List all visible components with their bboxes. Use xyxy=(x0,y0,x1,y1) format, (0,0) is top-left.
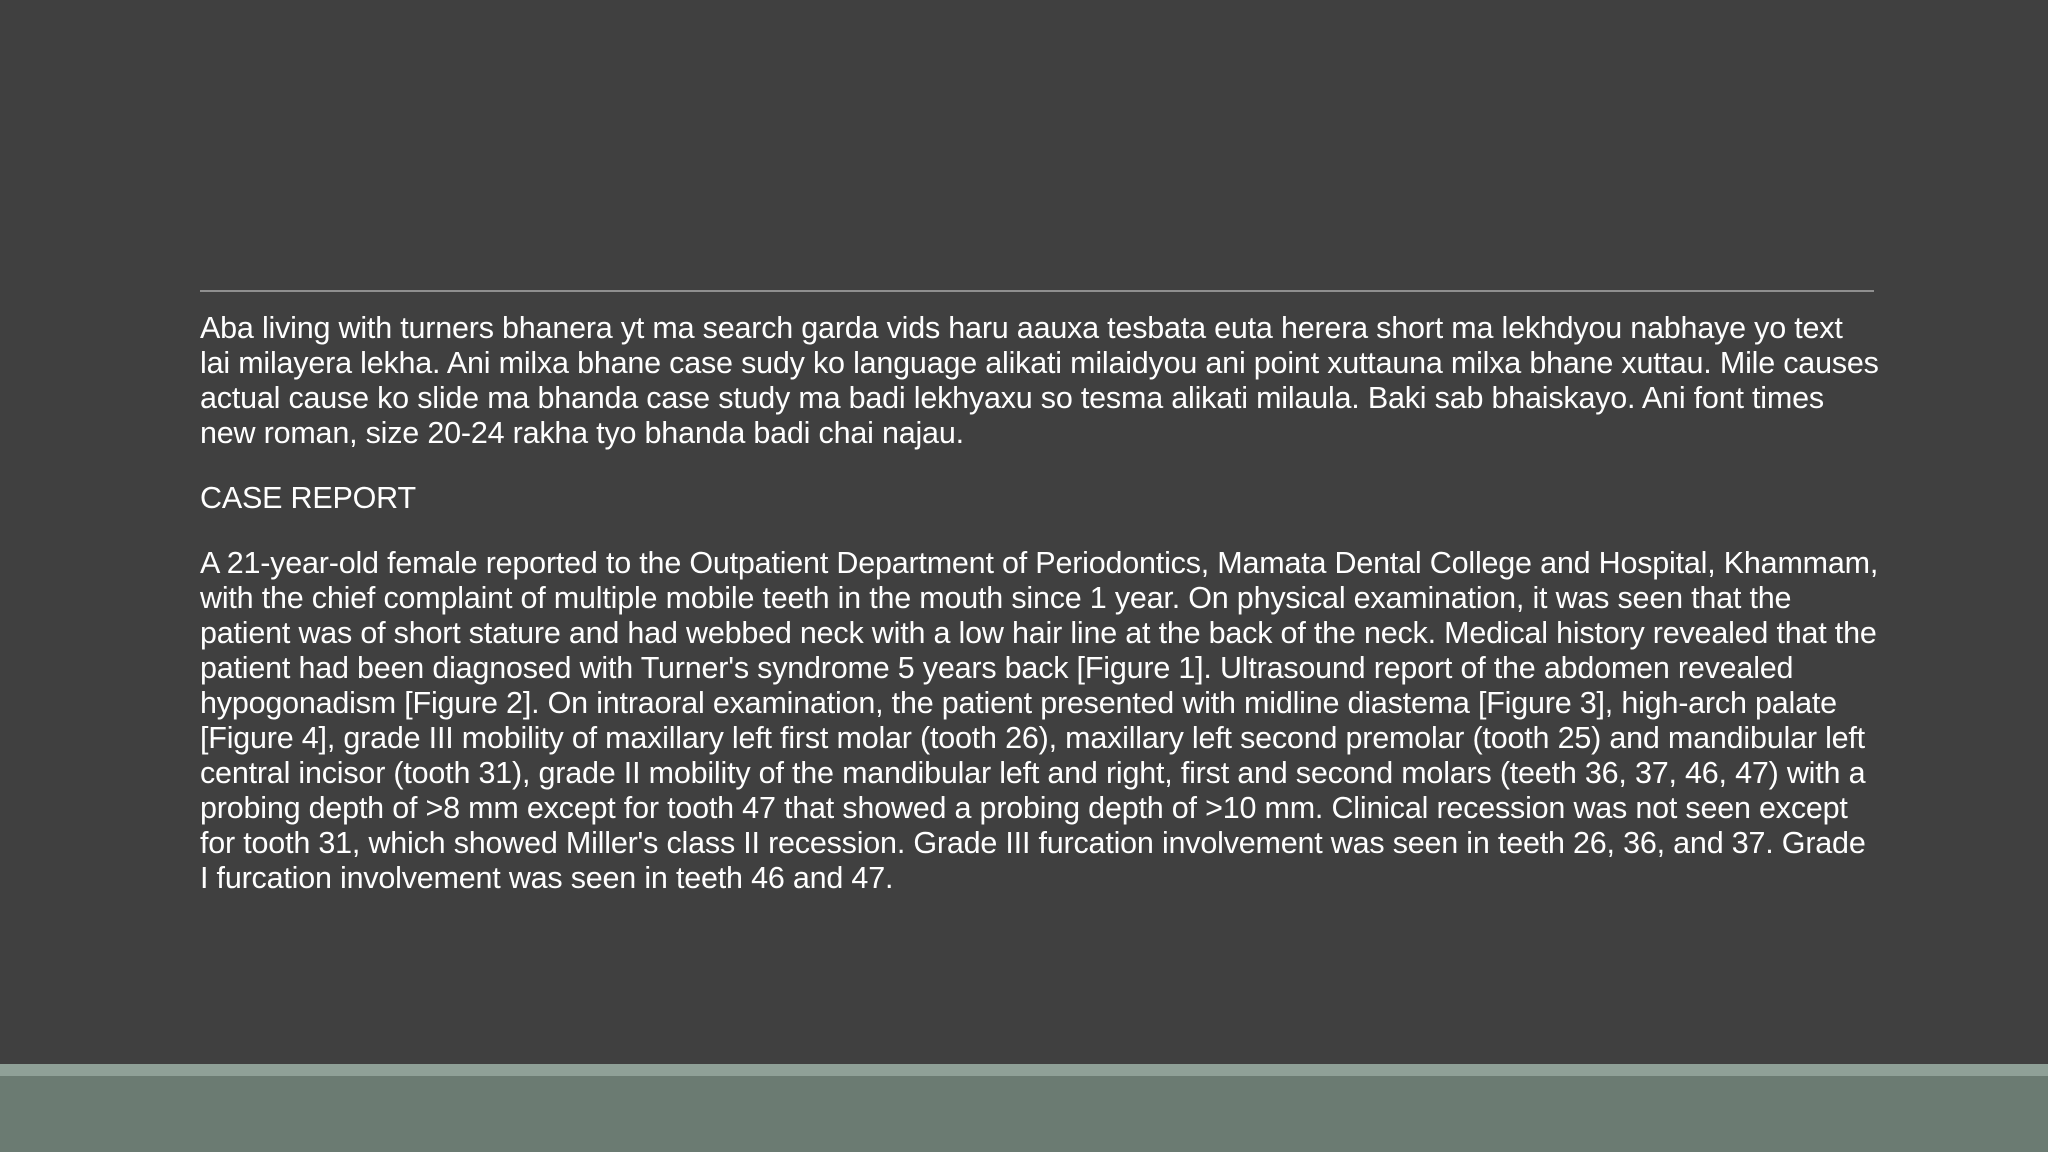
slide-content xyxy=(200,311,1880,926)
section-heading: CASE REPORT xyxy=(200,481,416,515)
case-report-paragraph: A 21-year-old female reported to the Outpatient Department of Periodontics, Mamata Dental College and Hospital, Khammam, with the chief complaint of multiple mobile teeth in the mouth since 1 year. On physical examination, it was seen that the patient was of short stature and had webbed neck with a low hair line at the back of the neck. Medical history revealed that the patient had been diagnosed with Turner's syndrome 5 years back [Figure 1]. Ultrasound report of the abdomen revealed hypogonadism [Figure 2]. On intraoral examination, the patient presented with midline diastema [Figure 3], high-arch palate [Figure 4], grade III mobility of maxillary left first molar (tooth 26), maxillary left second premolar (tooth 25) and mandibular left central incisor (tooth 31), grade II mobility of the mandibular left and right, first and second molars (teeth 36, 37, 46, 47) with a probing depth of >8 mm except for tooth 47 that showed a probing depth of >10 mm. Clinical recession was not seen except for tooth 31, which showed Miller's class II recession. Grade III furcation involvement was seen in teeth 26, 36, and 37. Grade I furcation involvement was seen in teeth 46 and 47. xyxy=(200,546,1879,895)
footer-band xyxy=(0,1076,2048,1152)
footer-accent-stripe xyxy=(0,1064,2048,1076)
note-paragraph: Aba living with turners bhanera yt ma search garda vids haru aauxa tesbata euta herera short ma lekhdyou nabhaye yo text lai milayera lekha. Ani milxa bhane case sudy ko language alikati milaidyou ani point xuttauna milxa bhane xuttau. Mile causes actual cause ko slide ma bhanda case study ma badi lekhyaxu so tesma alikati milaula. Baki sab bhaiskayo. Ani font times new roman, size 20-24 rakha tyo bhanda badi chai najau. xyxy=(200,311,1879,450)
title-divider-line xyxy=(200,290,1874,292)
